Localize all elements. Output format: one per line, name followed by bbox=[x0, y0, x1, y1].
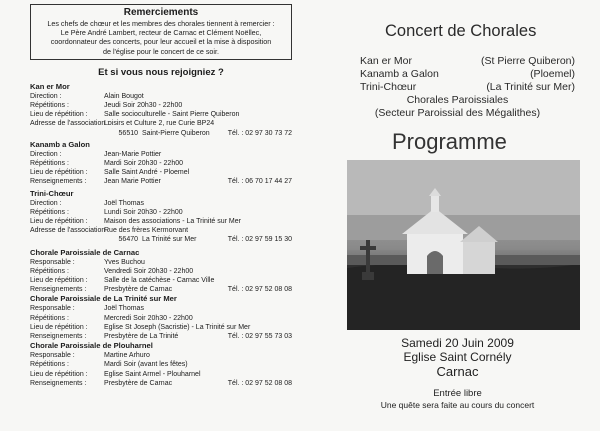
info-key: Répétitions : bbox=[30, 102, 69, 110]
info-key: Responsable : bbox=[30, 305, 75, 313]
choir-block bbox=[30, 294, 292, 341]
info-value: Presbytère de Carnac bbox=[104, 379, 173, 387]
choir-block bbox=[30, 82, 292, 138]
join-title: Et si vous nous rejoigniez ? bbox=[98, 66, 224, 78]
choir-info-row bbox=[30, 119, 292, 128]
info-key: Lieu de répétition : bbox=[30, 370, 88, 378]
collection-note: Une quête sera faite au cours du concert bbox=[380, 400, 535, 410]
thanks-box bbox=[30, 4, 292, 60]
choir-list bbox=[30, 82, 292, 388]
phone-number: Tél. : 02 97 52 08 08 bbox=[227, 286, 292, 294]
choir-line-place: (La Trinité sur Mer) bbox=[486, 81, 575, 93]
secteur-label: (Secteur Paroissial des Mégalithes) bbox=[374, 107, 541, 119]
info-value: Martine Arhuro bbox=[104, 352, 150, 360]
postal-code: 56510 bbox=[118, 129, 138, 137]
choir-info-row bbox=[30, 276, 292, 285]
choir-info-row bbox=[30, 285, 292, 294]
choir-info-row bbox=[30, 323, 292, 332]
choir-info-row bbox=[30, 370, 292, 379]
info-value: Jean-Marie Pottier bbox=[104, 150, 162, 158]
info-key: Lieu de répétition : bbox=[30, 169, 88, 177]
choir-info-row bbox=[30, 226, 292, 235]
info-value: Salle de la catéchèse - Carnac Ville bbox=[104, 277, 215, 285]
choir-info-row bbox=[30, 332, 292, 341]
info-value: Alain Bougot bbox=[104, 92, 144, 100]
postal-code: 56470 bbox=[118, 236, 138, 244]
info-key: Répétitions : bbox=[30, 314, 69, 322]
info-key: Répétitions : bbox=[30, 160, 69, 168]
choir-line-place: (St Pierre Quiberon) bbox=[481, 55, 575, 67]
info-value: Eglise Saint Armel - Plouharnel bbox=[104, 370, 201, 378]
info-key: Renseignements : bbox=[30, 333, 87, 341]
choir-line-name: Trini-Chœur bbox=[360, 81, 417, 93]
thanks-title: Remerciements bbox=[123, 7, 199, 18]
info-key: Répétitions : bbox=[30, 267, 69, 275]
choir-name: Chorale Paroissiale de La Trinité sur Mer bbox=[30, 294, 177, 304]
info-value: Salle socioculturelle - Saint Pierre Quiberon bbox=[104, 111, 240, 119]
choir-info-row bbox=[30, 168, 292, 177]
choir-info-row bbox=[30, 360, 292, 369]
programme-title: Programme bbox=[392, 129, 507, 154]
info-key: Direction : bbox=[30, 199, 62, 207]
info-key: Responsable : bbox=[30, 258, 75, 266]
info-key: Direction : bbox=[30, 150, 62, 158]
info-value: Presbytère de La Trinité bbox=[104, 333, 179, 341]
info-value: Jeudi Soir 20h30 - 22h00 bbox=[104, 102, 183, 110]
info-value: Mardi Soir (avant les fêtes) bbox=[104, 361, 188, 369]
info-key: Répétitions : bbox=[30, 361, 69, 369]
phone-number: Tél. : 06 70 17 44 27 bbox=[227, 178, 292, 186]
choir-block bbox=[30, 140, 292, 187]
choir-info-row bbox=[30, 92, 292, 101]
info-key: Responsable : bbox=[30, 352, 75, 360]
info-key: Lieu de répétition : bbox=[30, 111, 88, 119]
choir-info-row bbox=[30, 314, 292, 323]
info-value: Joël Thomas bbox=[104, 305, 144, 313]
info-key: Lieu de répétition : bbox=[30, 277, 88, 285]
concert-church: Eglise Saint Cornély bbox=[403, 350, 512, 364]
choir-name: Chorale Paroissiale de Plouharnel bbox=[30, 341, 153, 351]
thanks-line: coordonnateur des concerts, pour leur accueil et la mise à disposition bbox=[50, 37, 272, 47]
concert-date: Samedi 20 Juin 2009 bbox=[401, 336, 514, 350]
info-value: Presbytère de Carnac bbox=[104, 286, 173, 294]
info-value: Maison des associations - La Trinité sur Mer bbox=[104, 218, 241, 226]
choir-line-name: Kan er Mor bbox=[360, 55, 412, 67]
info-value: Mercredi Soir 20h30 - 22h00 bbox=[104, 314, 193, 322]
thanks-line: Les chefs de chœur et les membres des chorales tiennent à remercier : bbox=[47, 19, 275, 28]
choir-info-row bbox=[30, 208, 292, 217]
info-key: Lieu de répétition : bbox=[30, 218, 88, 226]
address-town: Saint-Pierre Quiberon bbox=[142, 129, 210, 137]
address-row bbox=[30, 129, 292, 138]
info-key: Adresse de l'association : bbox=[30, 227, 110, 235]
choir-info-row bbox=[30, 217, 292, 226]
choir-info-row bbox=[30, 110, 292, 119]
info-value: Vendredi Soir 20h30 - 22h00 bbox=[104, 267, 194, 275]
choir-info-row bbox=[30, 379, 292, 388]
info-value: Lundi Soir 20h30 - 22h00 bbox=[104, 208, 183, 216]
chapel-photo bbox=[347, 160, 580, 330]
choir-name: Chorale Paroissiale de Carnac bbox=[30, 247, 140, 257]
paroissiales-label: Chorales Paroissiales bbox=[406, 94, 509, 106]
info-value: Joël Thomas bbox=[104, 199, 144, 207]
choir-line-place: (Ploemel) bbox=[530, 68, 575, 80]
choir-info-row bbox=[30, 150, 292, 159]
choir-info-row bbox=[30, 101, 292, 110]
info-value: Jean Marie Pottier bbox=[104, 178, 161, 186]
info-value: Eglise St Joseph (Sacristie) - La Trinité sur Mer bbox=[104, 323, 251, 331]
info-key: Renseignements : bbox=[30, 178, 87, 186]
choir-name: Kanamb a Galon bbox=[30, 139, 90, 149]
phone-number: Tél. : 02 97 55 73 03 bbox=[227, 333, 292, 341]
thanks-line: Le Père André Lambert, recteur de Carnac et Clément Noëllec, bbox=[60, 28, 262, 38]
info-key: Répétitions : bbox=[30, 208, 69, 216]
phone-number: Tél. : 02 97 52 08 08 bbox=[227, 379, 292, 387]
choir-block bbox=[30, 189, 292, 245]
choir-block bbox=[30, 248, 292, 295]
left-page bbox=[30, 4, 292, 388]
address-town: La Trinité sur Mer bbox=[142, 236, 197, 244]
choir-info-row bbox=[30, 304, 292, 313]
choir-info-row bbox=[30, 351, 292, 360]
info-key: Adresse de l'association : bbox=[30, 120, 110, 128]
choir-name: Trini-Chœur bbox=[30, 188, 74, 198]
info-value: Salle Saint André - Ploemel bbox=[104, 169, 190, 177]
address-row bbox=[30, 235, 292, 244]
choir-info-row bbox=[30, 159, 292, 168]
choir-name: Kan er Mor bbox=[30, 81, 70, 91]
choir-info-row bbox=[30, 177, 292, 186]
phone-number: Tél. : 02 97 59 15 30 bbox=[227, 236, 292, 244]
phone-number: Tél. : 02 97 30 73 72 bbox=[227, 129, 292, 137]
info-key: Renseignements : bbox=[30, 286, 87, 294]
concert-town: Carnac bbox=[436, 364, 479, 379]
choir-info-row bbox=[30, 267, 292, 276]
info-value: Loisirs et Culture 2, rue Curie BP24 bbox=[104, 120, 215, 128]
info-key: Direction : bbox=[30, 92, 62, 100]
info-key: Renseignements : bbox=[30, 379, 87, 387]
info-value: Rue des frères Kermorvant bbox=[104, 227, 189, 235]
concert-title: Concert de Chorales bbox=[385, 22, 537, 40]
chapel-illustration bbox=[347, 160, 580, 330]
choir-block bbox=[30, 341, 292, 388]
choir-line-name: Kanamb a Galon bbox=[360, 68, 439, 80]
thanks-line: de l'église pour le concert de ce soir. bbox=[102, 46, 220, 56]
info-value: Mardi Soir 20h30 - 22h00 bbox=[104, 160, 183, 168]
choir-info-row bbox=[30, 199, 292, 208]
info-value: Yves Buchou bbox=[104, 258, 145, 266]
entry-label: Entrée libre bbox=[433, 388, 482, 399]
info-key: Lieu de répétition : bbox=[30, 323, 88, 331]
choir-info-row bbox=[30, 258, 292, 267]
thanks-text bbox=[37, 19, 285, 56]
